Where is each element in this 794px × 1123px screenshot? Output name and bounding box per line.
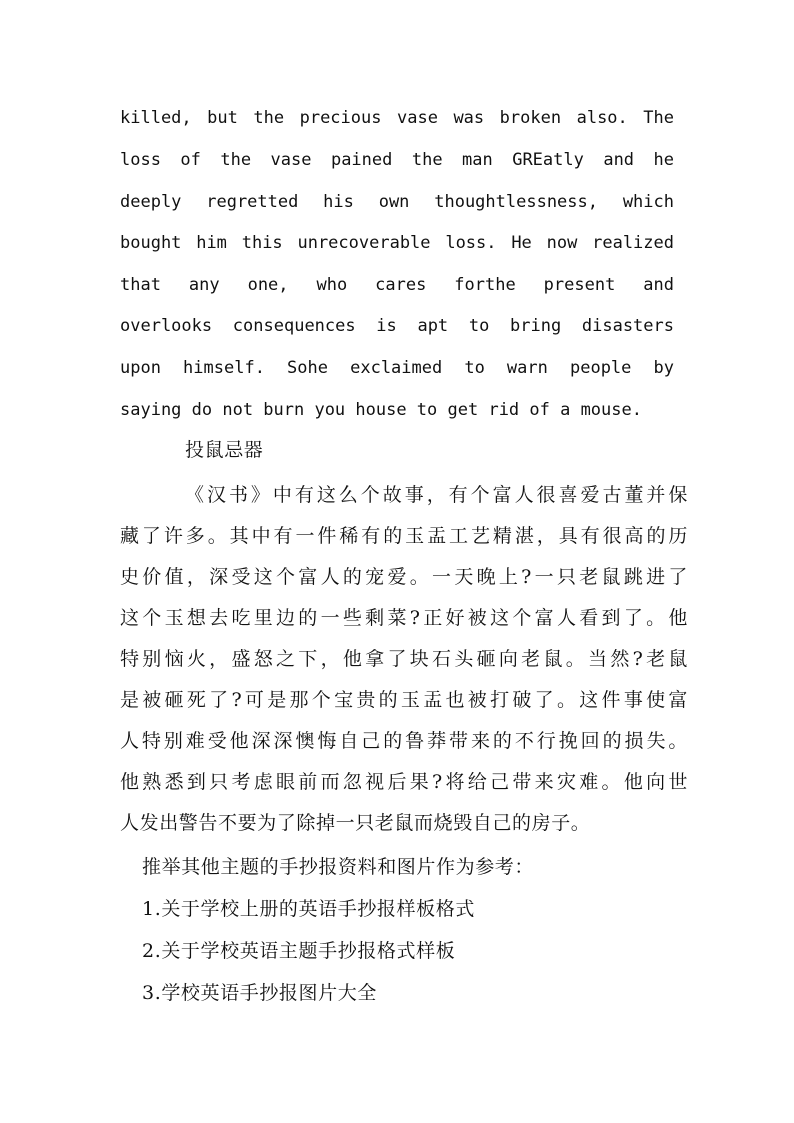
recommend-link[interactable]: 3.学校英语手抄报图片大全: [142, 982, 377, 1004]
english-line: that any one, who cares forthe present and: [120, 275, 674, 295]
chinese-line: 人特别难受他深深懊悔自己的鲁莽带来的不行挽回的损失。: [120, 730, 688, 752]
chinese-line: 他熟悉到只考虑眼前而忽视后果?将给己带来灾难。他向世: [120, 771, 688, 793]
recommend-intro: 推举其他主题的手抄报资料和图片作为参考：: [142, 856, 535, 878]
recommend-link[interactable]: 2.关于学校英语主题手抄报格式样板: [142, 940, 456, 962]
english-line: killed, but the precious vase was broken also. The: [120, 108, 674, 128]
chinese-line: 《汉书》中有这么个故事，有个富人很喜爱古董并保: [185, 484, 688, 506]
chinese-line: 特别恼火，盛怒之下，他拿了块石头砸向老鼠。当然?老鼠: [120, 648, 688, 670]
english-line: deeply regretted his own thoughtlessness, which: [120, 192, 674, 212]
chinese-line: 史价值，深受这个富人的宠爱。一天晚上?一只老鼠跳进了: [120, 566, 688, 588]
chinese-line: 这个玉想去吃里边的一些剩菜?正好被这个富人看到了。他: [120, 607, 688, 629]
english-line: bought him this unrecoverable loss. He now realized: [120, 233, 674, 253]
chinese-title: 投鼠忌器: [185, 439, 264, 461]
english-line-last: saying do not burn you house to get rid of a mouse.: [120, 400, 642, 420]
chinese-line-last: 人发出警告不要为了除掉一只老鼠而烧毁自己的房子。: [120, 812, 591, 834]
chinese-line: 是被砸死了?可是那个宝贵的玉盂也被打破了。这件事使富: [120, 689, 688, 711]
english-line: upon himself. Sohe exclaimed to warn people by: [120, 358, 674, 378]
english-line: overlooks consequences is apt to bring disasters: [120, 316, 674, 336]
recommend-link[interactable]: 1.关于学校上册的英语手抄报样板格式: [142, 898, 475, 920]
chinese-line: 藏了许多。其中有一件稀有的玉盂工艺精湛，具有很高的历: [120, 525, 688, 547]
english-line: loss of the vase pained the man GREatly and he: [120, 150, 674, 170]
